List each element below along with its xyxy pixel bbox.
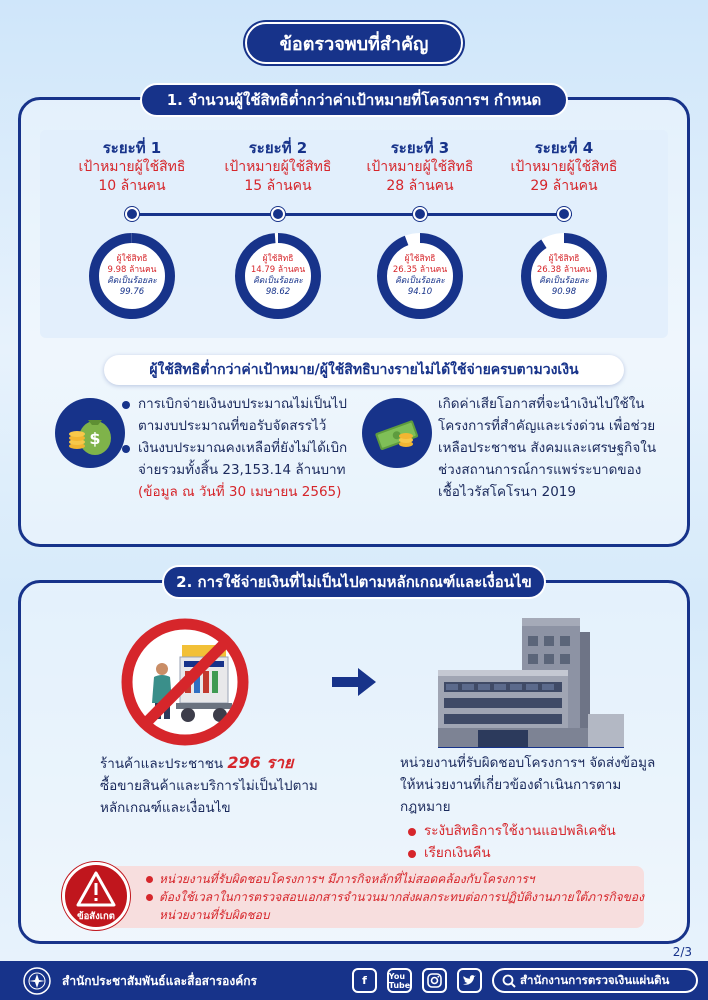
agency-bullet: เรียกเงินคืน [406, 842, 670, 864]
section-1-heading: 1. จำนวนผู้ใช้สิทธิต่ำกว่าค่าเป้าหมายที่โครงการฯ กำหนด [140, 83, 568, 117]
agency-description: หน่วยงานที่รับผิดชอบโครงการฯ จัดส่งข้อมูลให้หน่วยงานที่เกี่ยวข้องดำเนินการตามกฎหมาย [400, 755, 656, 815]
users-label: ผู้ใช้สิทธิ [548, 254, 580, 264]
pct-value: 99.76 [119, 287, 145, 297]
timeline-dot [557, 207, 571, 221]
budget-bullets [120, 393, 352, 503]
pct-label: คิดเป็นร้อยละ [395, 276, 445, 286]
page-title: ข้อตรวจพบที่สำคัญ [245, 22, 463, 64]
phase-target-label: เป้าหมายผู้ใช้สิทธิ [78, 159, 186, 175]
footer [0, 961, 708, 1000]
note-list [145, 870, 645, 924]
store-prefix: ร้านค้าและประชาชน [100, 756, 224, 772]
phase-name: ระยะที่ 2 [248, 139, 308, 157]
users-label: ผู้ใช้สิทธิ [262, 254, 294, 264]
phase-header [345, 138, 495, 196]
phase-target-label: เป้าหมายผู้ใช้สิทธิ [224, 159, 332, 175]
users-label: ผู้ใช้สิทธิ [404, 254, 436, 264]
org-name: สำนักประชาสัมพันธ์และสื่อสารองค์กร [62, 974, 257, 988]
usage-donut [374, 230, 466, 322]
donut-label [232, 230, 324, 322]
arrow-right-icon [332, 668, 376, 696]
users-value: 9.98 ล้านคน [107, 265, 157, 275]
note-label: ข้อสังเกต [77, 911, 115, 922]
timeline-dot [125, 207, 139, 221]
cash-coins-icon [362, 398, 432, 468]
phase-header [203, 138, 353, 196]
users-value: 26.38 ล้านคน [536, 265, 592, 275]
svg-text:$: $ [89, 429, 101, 448]
agency-bullets [406, 820, 670, 864]
timeline-dot [413, 207, 427, 221]
users-label: ผู้ใช้สิทธิ [116, 254, 148, 264]
usage-donut [518, 230, 610, 322]
agency-action-text [400, 752, 670, 864]
facebook-icon[interactable]: f [352, 968, 377, 993]
page-number: 2/3 [672, 945, 692, 959]
pct-label: คิดเป็นร้อยละ [107, 276, 157, 286]
note-item: หน่วยงานที่รับผิดชอบโครงการฯ มีภารกิจหลักที่ไม่สอดคล้องกับโครงการฯ [145, 870, 645, 888]
government-building-icon [438, 612, 624, 748]
pct-label: คิดเป็นร้อยละ [253, 276, 303, 286]
phase-target-value: 29 ล้านคน [530, 178, 598, 194]
phase-target-value: 15 ล้านคน [244, 178, 312, 194]
store-description: ซื้อขายสินค้าและบริการไม่เป็นไปตามหลักเกณฑ์และเงื่อนไข [100, 778, 318, 816]
youtube-icon[interactable]: You Tube [387, 968, 412, 993]
phase-name: ระยะที่ 4 [534, 139, 594, 157]
pct-value: 90.98 [551, 287, 577, 297]
store-violation-text [100, 752, 340, 819]
search-icon [502, 974, 516, 988]
store-count: 296 ราย [227, 753, 294, 772]
phase-target-label: เป้าหมายผู้ใช้สิทธิ [366, 159, 474, 175]
pct-value: 98.62 [265, 287, 291, 297]
note-item: ต้องใช้เวลาในการตรวจสอบเอกสารจำนวนมากส่งผลกระทบต่อการปฏิบัติงานภายใต้ภารกิจของหน่วยงานที่รับผิดชอบ [145, 888, 645, 924]
donut-label [374, 230, 466, 322]
twitter-icon[interactable] [457, 968, 482, 993]
phase-target-value: 28 ล้านคน [386, 178, 454, 194]
prohibited-vendor-cart-icon [118, 615, 252, 749]
timeline-dot [271, 207, 285, 221]
section-2-heading: 2. การใช้จ่ายเงินที่ไม่เป็นไปตามหลักเกณฑ์และเงื่อนไข [162, 565, 546, 599]
phase-name: ระยะที่ 3 [390, 139, 450, 157]
phase-header [489, 138, 639, 196]
phase-target-value: 10 ล้านคน [98, 178, 166, 194]
opportunity-cost-text: เกิดค่าเสียโอกาสที่จะนำเงินไปใช้ในโครงการที่สำคัญและเร่งด่วน เพื่อช่วยเหลือประชาชน สังคมและเศรษฐกิจในช่วงสถานการณ์การแพร่ระบาดของเชื้อไวรัสโคโรนา 2019 [438, 396, 657, 500]
users-value: 14.79 ล้านคน [250, 265, 306, 275]
users-value: 26.35 ล้านคน [392, 265, 448, 275]
timeline-line [132, 213, 572, 216]
donut-label [518, 230, 610, 322]
search-pill[interactable] [492, 968, 698, 993]
data-date-note: (ข้อมูล ณ วันที่ 30 เมษายน 2565) [138, 484, 342, 500]
bullet-remaining-budget: เงินงบประมาณคงเหลือที่ยังไม่ได้เบิกจ่ายรวมทั้งสิ้น 23,153.14 ล้านบาท [120, 437, 352, 481]
pct-label: คิดเป็นร้อยละ [539, 276, 589, 286]
agency-bullet: ระงับสิทธิการใช้งานแอปพลิเคชัน [406, 820, 670, 842]
usage-donut [86, 230, 178, 322]
org-seal-icon [22, 966, 52, 996]
phase-name: ระยะที่ 1 [102, 139, 162, 157]
shortfall-subheading: ผู้ใช้สิทธิต่ำกว่าค่าเป้าหมาย/ผู้ใช้สิทธิบางรายไม่ได้ใช้จ่ายครบตามวงเงิน [104, 355, 624, 385]
bullet-disbursement: การเบิกจ่ายเงินงบประมาณไม่เป็นไปตามงบประมาณที่ขอรับจัดสรรไว้ [120, 393, 352, 437]
donut-label [86, 230, 178, 322]
instagram-icon[interactable] [422, 968, 447, 993]
money-bag-icon [55, 398, 125, 468]
usage-donut [232, 230, 324, 322]
pct-value: 94.10 [407, 287, 433, 297]
phase-header [57, 138, 207, 196]
phase-target-label: เป้าหมายผู้ใช้สิทธิ [510, 159, 618, 175]
search-text: สำนักงานการตรวจเงินแผ่นดิน [520, 972, 670, 987]
